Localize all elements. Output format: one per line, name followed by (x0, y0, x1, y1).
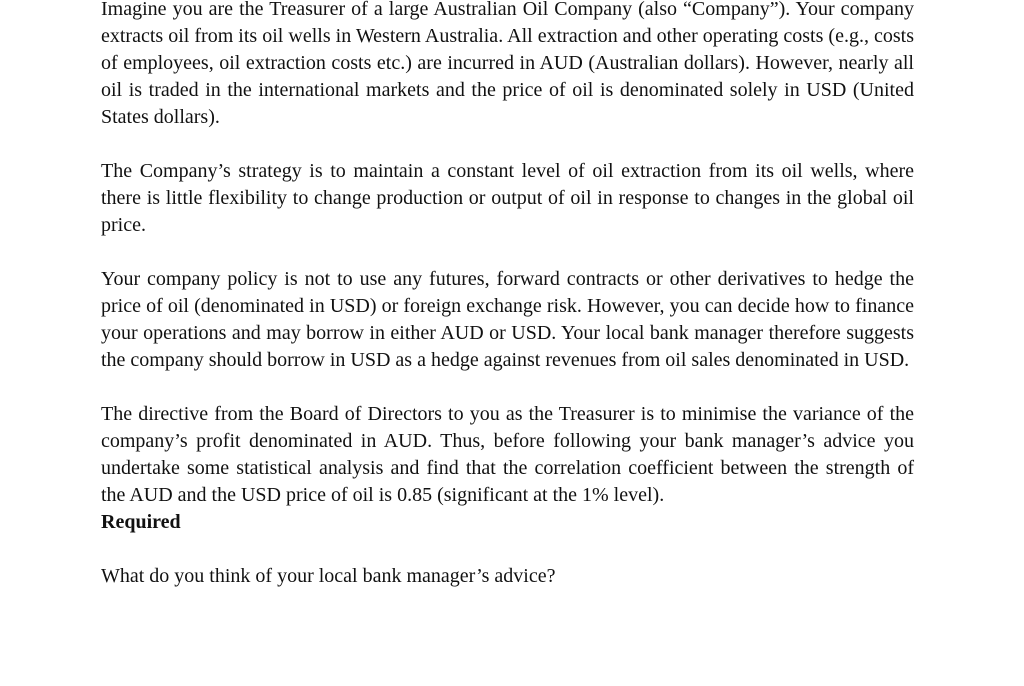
required-heading: Required (101, 511, 181, 533)
paragraph-policy: Your company policy is not to use any futures, forward contracts or other derivatives to hedge the price of oil (denominated in USD) or foreign exchange risk. However, you can decide how to finance your operations and may borrow in either AUD or USD. Your local bank manager therefore suggests the company should borrow in USD as a hedge against revenues from oil sales denominated in USD. (101, 268, 914, 371)
document-body (101, 0, 914, 590)
paragraph-strategy: The Company’s strategy is to maintain a constant level of oil extraction from its oil wells, where there is little flexibility to change production or output of oil in response to changes in the global oil price. (101, 160, 914, 236)
paragraph-directive: The directive from the Board of Directors to you as the Treasurer is to minimise the variance of the company’s profit denominated in AUD. Thus, before following your bank manager’s advice you undertake some statistical analysis and find that the correlation coefficient between the strength of the AUD and the USD price of oil is 0.85 (significant at the 1% level). (101, 403, 914, 506)
question-text: What do you think of your local bank manager’s advice? (101, 565, 556, 587)
paragraph-intro: Imagine you are the Treasurer of a large Australian Oil Company (also “Company”). Your company extracts oil from its oil wells in Western Australia. All extraction and other operating costs (e.g., costs of employees, oil extraction costs etc.) are incurred in AUD (Australian dollars). However, nearly all oil is traded in the international markets and the price of oil is denominated solely in USD (United States dollars). (101, 0, 914, 128)
